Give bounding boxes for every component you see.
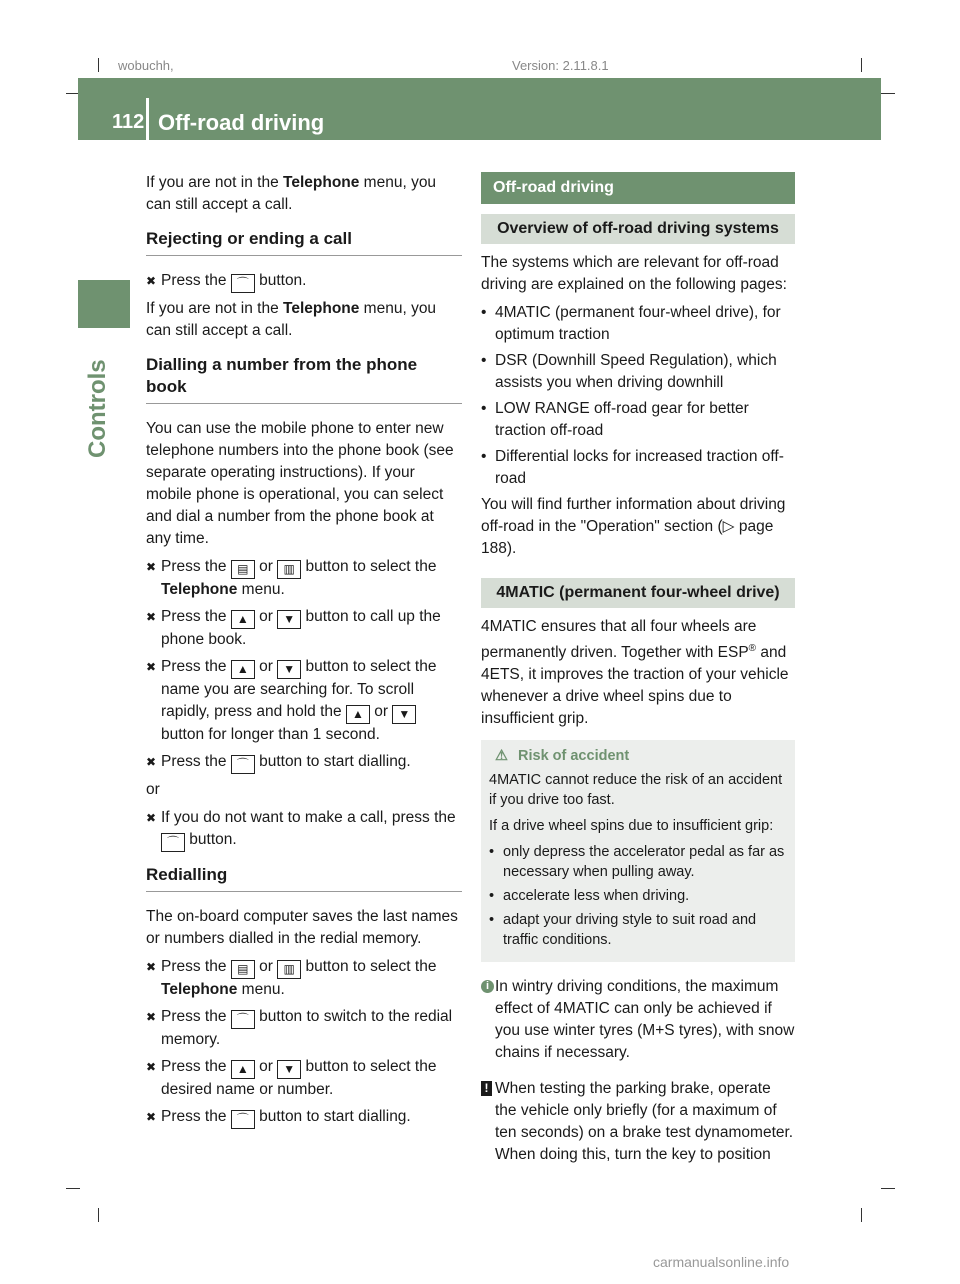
reject-note: If you are not in the Telephone menu, you can still accept a call. — [146, 300, 437, 339]
warning-text: If a drive wheel spins due to insufficient grip: — [489, 818, 774, 835]
info-icon: i — [481, 980, 494, 993]
bullet-icon: • — [481, 400, 487, 417]
step: ✖ Press the ⌒ button to start dialling. — [146, 1106, 462, 1129]
crop-mark — [881, 1188, 895, 1189]
left-column — [146, 172, 462, 1134]
menu-forward-key-icon: ▥ — [277, 960, 301, 979]
step: ✖ Press the ▤ or ▥ button to select the Telephone menu. — [146, 958, 437, 998]
caution-note: ! When testing the parking brake, operate the vehicle only briefly (for a maximum of ten seconds) on a brake test dynamometer. When doing this, turn the key to position — [481, 1078, 795, 1166]
warning-text: 4MATIC cannot reduce the risk of an accident if you drive too fast. — [489, 772, 783, 809]
dial-heading: Dialling a number from the phone book — [146, 354, 462, 404]
crop-mark — [881, 93, 895, 94]
end-call-key-icon: ⌒ — [161, 833, 185, 852]
bullet-item: • DSR (Downhill Speed Regulation), which assists you when driving downhill — [481, 352, 777, 391]
file-label: wobuchh, — [118, 58, 174, 73]
watermark: carmanualsonline.info — [653, 1254, 790, 1270]
warning-triangle-icon: ⚠ — [495, 748, 508, 765]
page-title: Off-road driving — [158, 110, 325, 135]
up-key-icon: ▲ — [231, 1060, 255, 1079]
down-key-icon: ▼ — [277, 1060, 301, 1079]
up-key-icon: ▲ — [231, 610, 255, 629]
bullet-item: • only depress the accelerator pedal as far as necessary when pulling away. — [489, 844, 785, 881]
step: ✖ Press the ▲ or ▼ button to select the name you are searching for. To scroll rapidly, press and hold the ▲ or ▼ button for longer than 1 second. — [146, 658, 437, 743]
arrow-icon: ✖ — [146, 811, 157, 825]
intro-paragraph: If you are not in the Telephone menu, you can still accept a call. — [146, 174, 437, 213]
arrow-icon: ✖ — [146, 274, 157, 288]
step: ✖ Press the ▲ or ▼ button to call up the phone book. — [146, 608, 441, 648]
arrow-icon: ✖ — [146, 610, 157, 624]
bullet-icon: • — [489, 912, 495, 929]
step: ✖ Press the ⌒ button to switch to the redial memory. — [146, 1008, 453, 1048]
page-ref-icon: ▷ — [722, 518, 735, 535]
bullet-icon: • — [481, 352, 487, 369]
crop-mark — [861, 1208, 862, 1222]
down-key-icon: ▼ — [392, 705, 416, 724]
or-label: or — [146, 781, 160, 798]
arrow-icon: ✖ — [146, 755, 157, 769]
arrow-icon: ✖ — [146, 660, 157, 674]
end-call-key-icon: ⌒ — [231, 274, 255, 293]
overview-intro: The systems which are relevant for off-road driving are explained on the following pages: — [481, 254, 787, 293]
crop-mark — [861, 58, 862, 72]
further-info: You will find further information about driving off-road in the "Operation" section (▷ page 188). — [481, 496, 786, 557]
crop-mark — [98, 58, 99, 72]
redial-heading: Redialling — [146, 864, 462, 892]
menu-back-key-icon: ▤ — [231, 560, 255, 579]
arrow-icon: ✖ — [146, 960, 157, 974]
arrow-icon: ✖ — [146, 1010, 157, 1024]
bullet-icon: • — [489, 888, 495, 905]
info-note: i In wintry driving conditions, the maximum effect of 4MATIC can only be achieved if you use winter tyres (M+S tyres), with snow chains if necessary. — [481, 976, 795, 1064]
up-key-icon: ▲ — [231, 660, 255, 679]
bullet-item: • 4MATIC (permanent four-wheel drive), for optimum traction — [481, 304, 781, 343]
section-bar: Off-road driving — [481, 172, 795, 204]
warning-list — [489, 842, 787, 950]
dial-intro: You can use the mobile phone to enter new telephone numbers into the phone book (see separate operating instructions). If your mobile phone is operational, you can select and dial a number from the phone book at any time. — [146, 420, 454, 547]
reject-heading: Rejecting or ending a call — [146, 228, 462, 256]
crop-mark — [98, 1208, 99, 1222]
bullet-item: • Differential locks for increased traction off-road — [481, 448, 784, 487]
matic-heading: 4MATIC (permanent four-wheel drive) — [481, 578, 795, 608]
step: ✖ Press the ⌒ button. — [146, 270, 462, 293]
step: ✖ If you do not want to make a call, press the ⌒ button. — [146, 807, 462, 852]
overview-heading: Overview of off-road driving systems — [481, 214, 795, 244]
warning-title: Risk of accident — [518, 748, 630, 765]
bullet-item: • adapt your driving style to suit road and traffic conditions. — [489, 912, 757, 949]
crop-mark — [66, 1188, 80, 1189]
section-tab-label: Controls — [84, 359, 111, 458]
bullet-icon: • — [489, 844, 495, 861]
call-key-icon: ⌒ — [231, 755, 255, 774]
arrow-icon: ✖ — [146, 1060, 157, 1074]
redial-intro: The on-board computer saves the last names or numbers dialled in the redial memory. — [146, 908, 458, 947]
menu-forward-key-icon: ▥ — [277, 560, 301, 579]
menu-back-key-icon: ▤ — [231, 960, 255, 979]
step: ✖ Press the ⌒ button to start dialling. — [146, 751, 462, 774]
bullet-icon: • — [481, 304, 487, 321]
arrow-icon: ✖ — [146, 1110, 157, 1124]
version-label: Version: 2.11.8.1 — [512, 58, 609, 73]
header-divider — [146, 98, 149, 140]
up-key-icon: ▲ — [346, 705, 370, 724]
call-key-icon: ⌒ — [231, 1010, 255, 1029]
right-column — [481, 172, 795, 1174]
overview-list — [481, 302, 795, 490]
step: ✖ Press the ▲ or ▼ button to select the desired name or number. — [146, 1058, 437, 1098]
down-key-icon: ▼ — [277, 660, 301, 679]
step: ✖ Press the ▤ or ▥ button to select the Telephone menu. — [146, 558, 437, 598]
matic-text: 4MATIC ensures that all four wheels are permanently driven. Together with ESP® and 4ETS, it improves the traction of your vehicle whenever a drive wheel spins due to insufficient grip. — [481, 618, 789, 728]
page-number: 112 — [112, 111, 145, 133]
call-key-icon: ⌒ — [231, 1110, 255, 1129]
exclamation-icon: ! — [481, 1081, 492, 1096]
bullet-icon: • — [481, 448, 487, 465]
warning-box — [481, 740, 795, 962]
bullet-item: • LOW RANGE off-road gear for better traction off-road — [481, 400, 749, 439]
bullet-item: • accelerate less when driving. — [489, 888, 690, 905]
down-key-icon: ▼ — [277, 610, 301, 629]
arrow-icon: ✖ — [146, 560, 157, 574]
